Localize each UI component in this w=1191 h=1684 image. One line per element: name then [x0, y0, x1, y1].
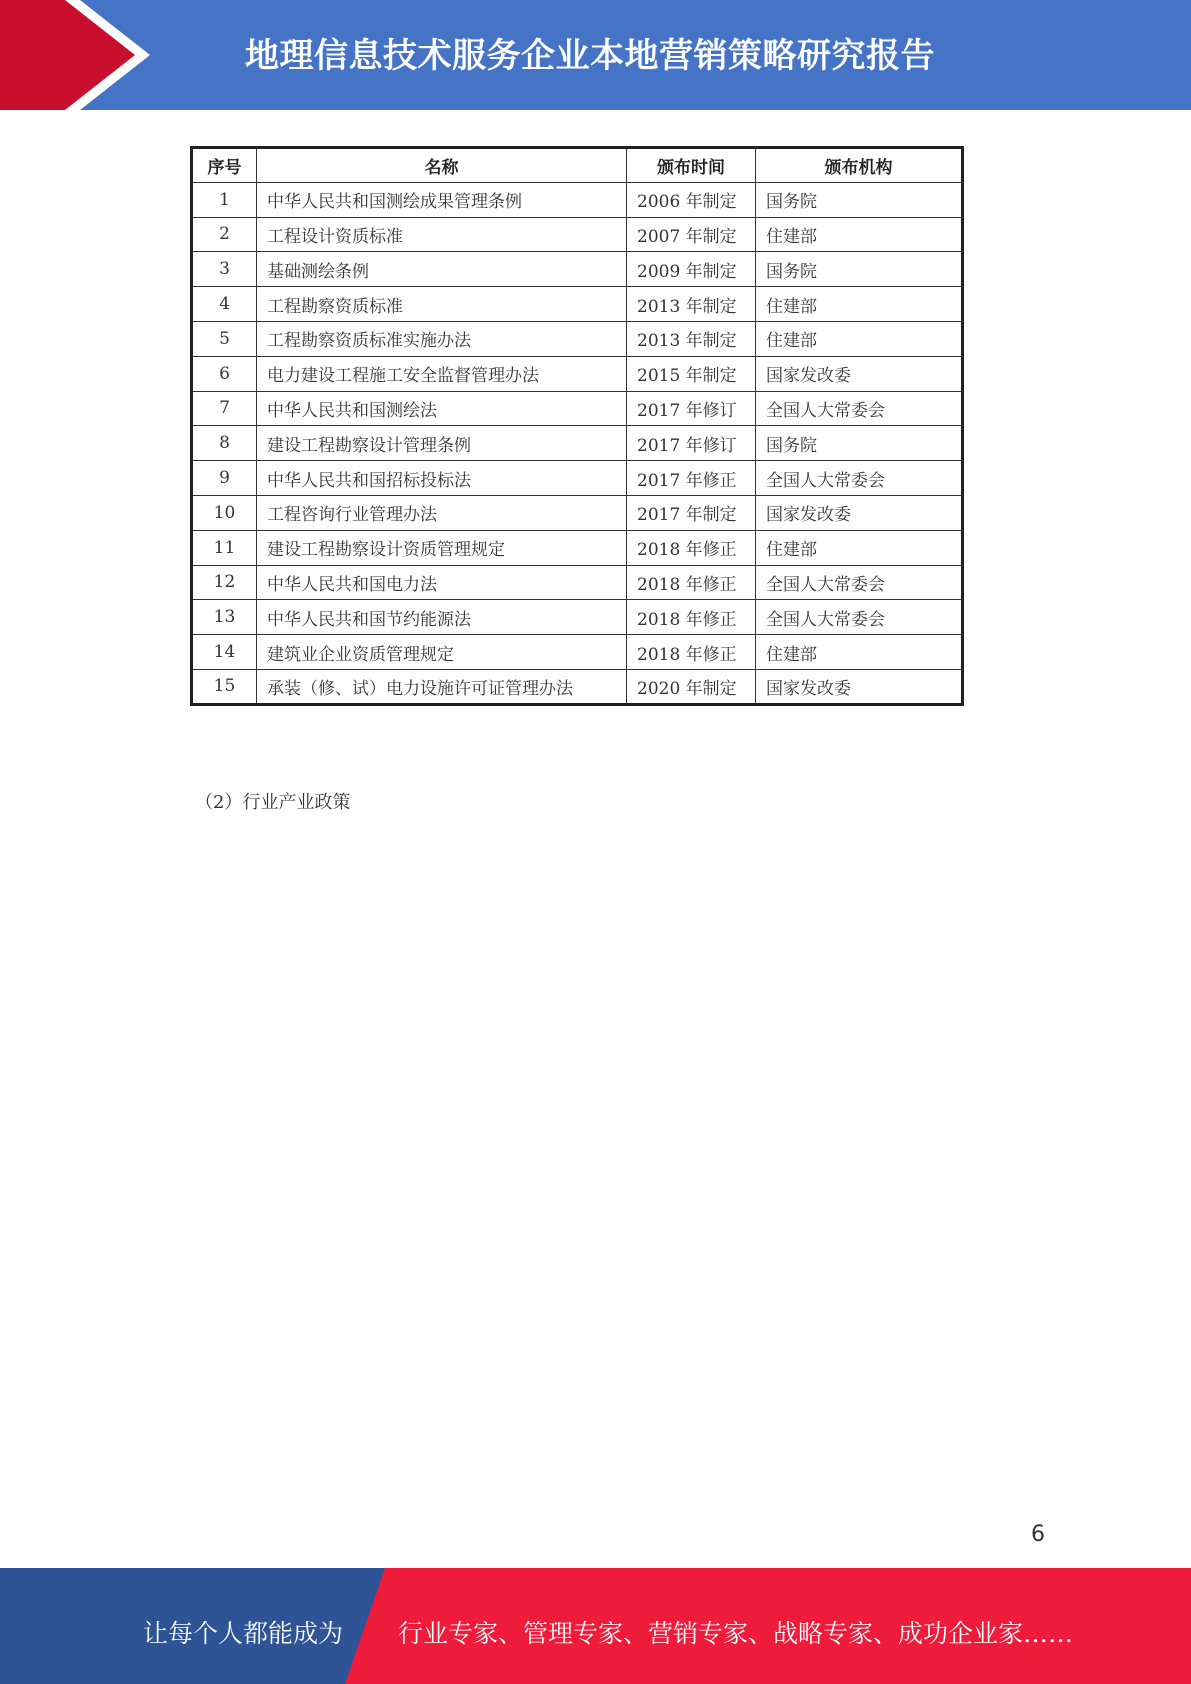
- cell-issue-time: 2013 年制定: [627, 287, 756, 322]
- document-title: 地理信息技术服务企业本地营销策略研究报告: [245, 36, 935, 76]
- cell-issuing-body: 住建部: [756, 635, 963, 670]
- table-row: [192, 182, 963, 217]
- cell-number: 1: [192, 182, 257, 217]
- table-row: [192, 252, 963, 287]
- cell-issuing-body: 住建部: [756, 287, 963, 322]
- cell-issuing-body: 国家发改委: [756, 356, 963, 391]
- footer-slogan-left: 让每个人都能成为: [143, 1619, 344, 1648]
- cell-issue-time: 2018 年修正: [627, 565, 756, 600]
- cell-issue-time: 2017 年修正: [627, 461, 756, 496]
- cell-name: 建设工程勘察设计管理条例: [257, 426, 627, 461]
- table-row: [192, 391, 963, 426]
- section-subheading: （2）行业产业政策: [195, 792, 351, 813]
- cell-number: 9: [192, 461, 257, 496]
- table-row: [192, 426, 963, 461]
- cell-issuing-body: 国务院: [756, 426, 963, 461]
- column-header-time: 颁布时间: [627, 148, 756, 183]
- column-header-name: 名称: [257, 148, 627, 183]
- table-row: [192, 635, 963, 670]
- cell-name: 中华人民共和国测绘法: [257, 391, 627, 426]
- regulations-table-container: [190, 146, 964, 706]
- table-row: [192, 461, 963, 496]
- cell-number: 13: [192, 600, 257, 635]
- table-row: [192, 287, 963, 322]
- cell-issuing-body: 国务院: [756, 252, 963, 287]
- cell-name: 中华人民共和国电力法: [257, 565, 627, 600]
- table-row: [192, 600, 963, 635]
- cell-name: 工程咨询行业管理办法: [257, 495, 627, 530]
- table-body: [192, 182, 963, 704]
- cell-name: 中华人民共和国节约能源法: [257, 600, 627, 635]
- cell-name: 中华人民共和国测绘成果管理条例: [257, 182, 627, 217]
- cell-issue-time: 2018 年修正: [627, 600, 756, 635]
- cell-number: 6: [192, 356, 257, 391]
- table-row: [192, 669, 963, 704]
- cell-issue-time: 2017 年制定: [627, 495, 756, 530]
- cell-issue-time: 2007 年制定: [627, 217, 756, 252]
- table-row: [192, 356, 963, 391]
- cell-issuing-body: 国家发改委: [756, 495, 963, 530]
- cell-issuing-body: 住建部: [756, 321, 963, 356]
- cell-issue-time: 2018 年修正: [627, 530, 756, 565]
- table-row: [192, 565, 963, 600]
- cell-name: 承装（修、试）电力设施许可证管理办法: [257, 669, 627, 704]
- cell-issue-time: 2006 年制定: [627, 182, 756, 217]
- cell-issuing-body: 住建部: [756, 530, 963, 565]
- regulations-table: [190, 146, 964, 706]
- table-row: [192, 495, 963, 530]
- cell-issuing-body: 全国人大常委会: [756, 600, 963, 635]
- cell-number: 12: [192, 565, 257, 600]
- column-header-org: 颁布机构: [756, 148, 963, 183]
- cell-issuing-body: 全国人大常委会: [756, 391, 963, 426]
- cell-name: 建设工程勘察设计资质管理规定: [257, 530, 627, 565]
- cell-issuing-body: 全国人大常委会: [756, 565, 963, 600]
- footer-slogan-right: 行业专家、管理专家、营销专家、战略专家、成功企业家……: [398, 1619, 1074, 1648]
- page-header: [0, 0, 1191, 110]
- cell-name: 基础测绘条例: [257, 252, 627, 287]
- cell-number: 7: [192, 391, 257, 426]
- cell-issue-time: 2015 年制定: [627, 356, 756, 391]
- cell-name: 工程勘察资质标准: [257, 287, 627, 322]
- cell-issue-time: 2020 年制定: [627, 669, 756, 704]
- cell-name: 工程设计资质标准: [257, 217, 627, 252]
- cell-number: 4: [192, 287, 257, 322]
- header-red-chevron: [0, 0, 150, 110]
- page-number: 6: [1031, 1522, 1045, 1547]
- cell-number: 14: [192, 635, 257, 670]
- cell-number: 5: [192, 321, 257, 356]
- table-row: [192, 217, 963, 252]
- column-header-no: 序号: [192, 148, 257, 183]
- cell-number: 2: [192, 217, 257, 252]
- cell-name: 电力建设工程施工安全监督管理办法: [257, 356, 627, 391]
- table-row: [192, 321, 963, 356]
- cell-issue-time: 2017 年修订: [627, 426, 756, 461]
- cell-issue-time: 2018 年修正: [627, 635, 756, 670]
- cell-issuing-body: 全国人大常委会: [756, 461, 963, 496]
- page-footer: [0, 1568, 1191, 1684]
- cell-name: 建筑业企业资质管理规定: [257, 635, 627, 670]
- cell-issuing-body: 国家发改委: [756, 669, 963, 704]
- cell-number: 8: [192, 426, 257, 461]
- cell-name: 中华人民共和国招标投标法: [257, 461, 627, 496]
- cell-number: 3: [192, 252, 257, 287]
- cell-issuing-body: 住建部: [756, 217, 963, 252]
- cell-name: 工程勘察资质标准实施办法: [257, 321, 627, 356]
- cell-number: 10: [192, 495, 257, 530]
- cell-issue-time: 2017 年修订: [627, 391, 756, 426]
- cell-number: 15: [192, 669, 257, 704]
- cell-issue-time: 2009 年制定: [627, 252, 756, 287]
- cell-number: 11: [192, 530, 257, 565]
- cell-issue-time: 2013 年制定: [627, 321, 756, 356]
- table-row: [192, 530, 963, 565]
- table-header-row: [192, 148, 963, 183]
- cell-issuing-body: 国务院: [756, 182, 963, 217]
